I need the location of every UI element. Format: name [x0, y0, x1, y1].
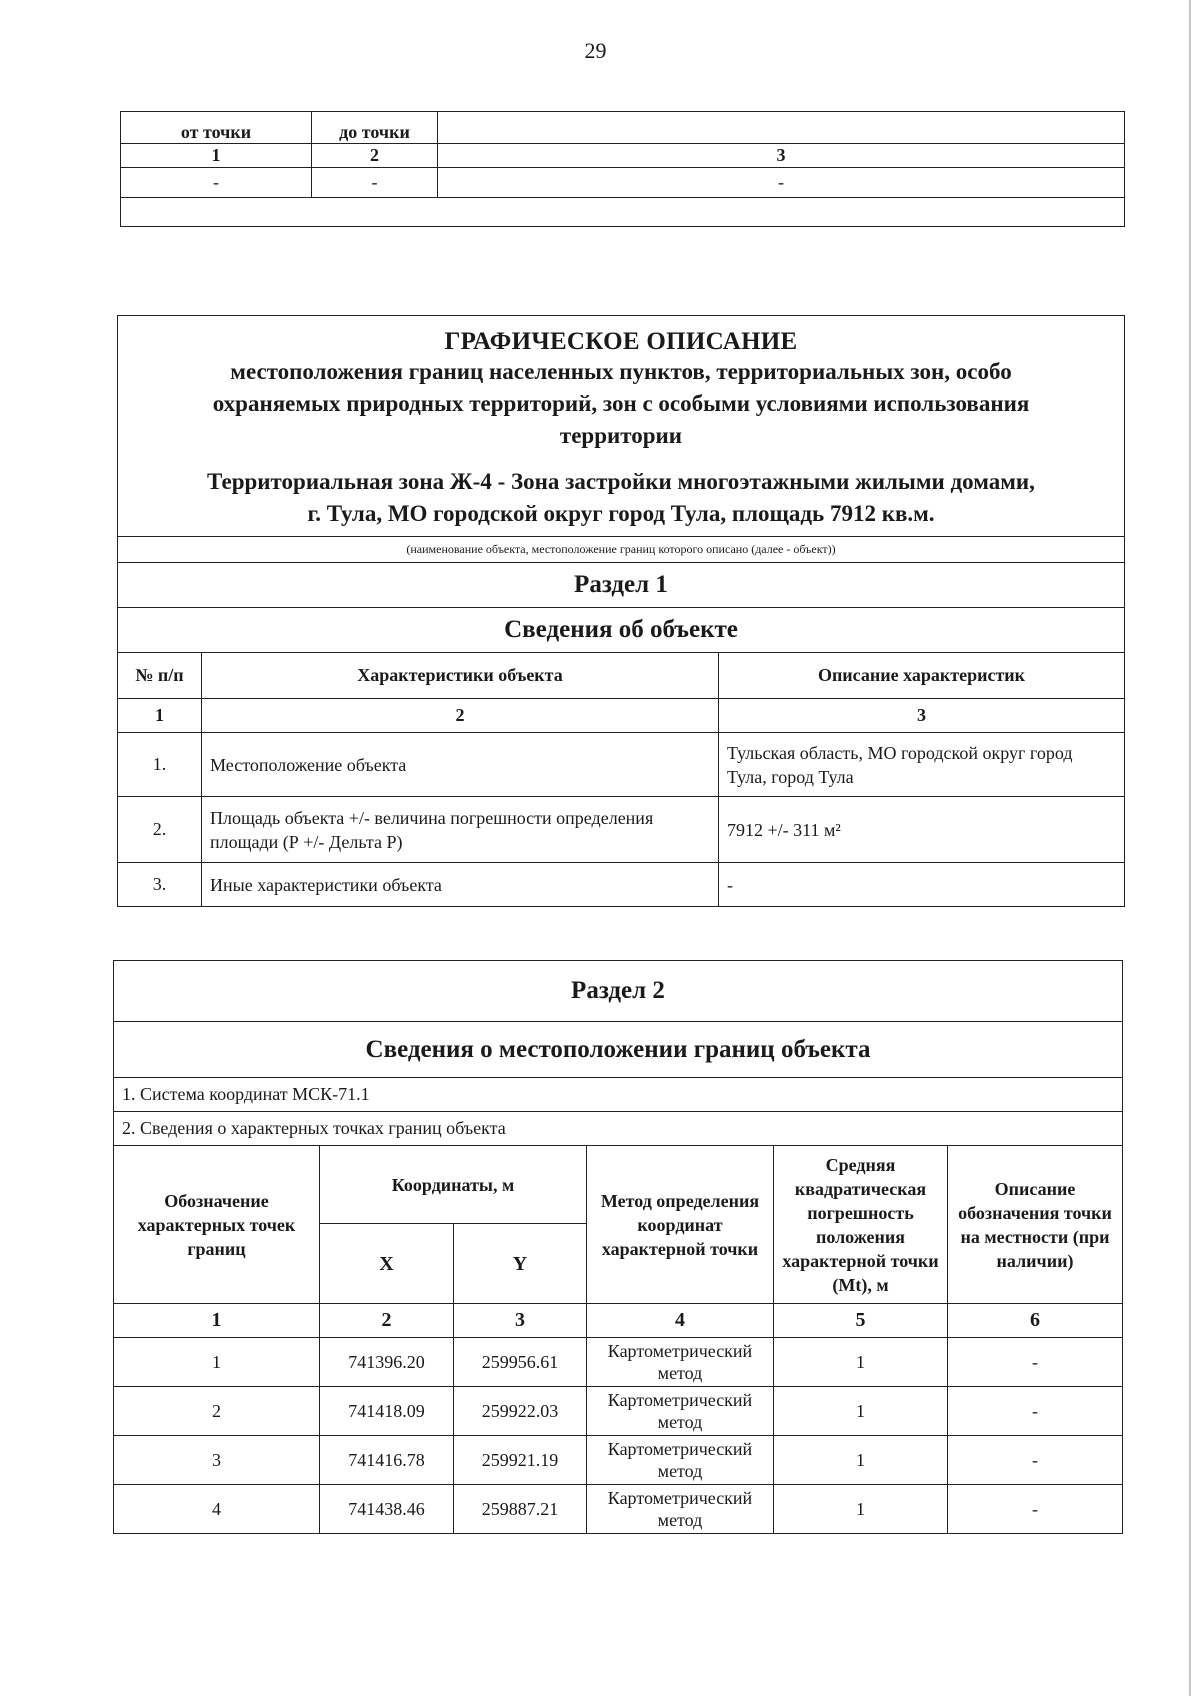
- row-number: 2.: [118, 797, 202, 863]
- point-description: -: [948, 1338, 1123, 1387]
- mt-error: 1: [774, 1485, 948, 1534]
- mt-error: 1: [774, 1387, 948, 1436]
- characteristic: Площадь объекта +/- величина погрешности определения площади (Р +/- Дельта Р): [202, 797, 719, 863]
- col-number: 2: [312, 144, 438, 168]
- coord-y: 259922.03: [454, 1387, 587, 1436]
- point-description: -: [948, 1387, 1123, 1436]
- column-number: 6: [948, 1304, 1123, 1338]
- method: Картометрический метод: [587, 1338, 774, 1387]
- boundary-parts-table: [120, 111, 1125, 227]
- point-description: -: [948, 1485, 1123, 1534]
- graphic-description-table: [117, 315, 1125, 907]
- object-name-line: Территориальная зона Ж-4 - Зона застройки многоэтажными жилыми домами,: [207, 469, 1035, 494]
- column-number: 2: [202, 699, 719, 733]
- header-description: Описание обозначения точки на местности (при наличии): [948, 1146, 1123, 1304]
- coord-x: 741416.78: [320, 1436, 454, 1485]
- method: Картометрический метод: [587, 1485, 774, 1534]
- column-number: 4: [587, 1304, 774, 1338]
- header-method: Метод определения координат характерной точки: [587, 1146, 774, 1304]
- column-number: 2: [320, 1304, 454, 1338]
- column-header: № п/п: [118, 653, 202, 699]
- header-to-point: до точки: [312, 112, 438, 144]
- coord-y: 259956.61: [454, 1338, 587, 1387]
- characteristic: Местоположение объекта: [202, 733, 719, 797]
- point-id: 1: [114, 1338, 320, 1387]
- section-1-subtitle: Сведения об объекте: [118, 608, 1125, 653]
- col-number: 1: [121, 144, 312, 168]
- coord-y: 259921.19: [454, 1436, 587, 1485]
- column-header: Описание характеристик: [719, 653, 1125, 699]
- document-header: [118, 316, 1125, 537]
- column-number: 3: [719, 699, 1125, 733]
- table-cell: -: [121, 168, 312, 198]
- coordinate-system: 1. Система координат МСК-71.1: [114, 1078, 1123, 1112]
- method: Картометрический метод: [587, 1436, 774, 1485]
- column-number: 1: [118, 699, 202, 733]
- coord-y: 259887.21: [454, 1485, 587, 1534]
- row-number: 3.: [118, 863, 202, 907]
- row-number: 1.: [118, 733, 202, 797]
- characteristic-description: -: [719, 863, 1125, 907]
- characteristic-description: Тульская область, МО городской округ город Тула, город Тула: [719, 733, 1125, 797]
- table-cell: -: [312, 168, 438, 198]
- table-row: [118, 863, 1125, 907]
- table-cell: -: [438, 168, 1125, 198]
- table-row: [118, 733, 1125, 797]
- point-id: 3: [114, 1436, 320, 1485]
- column-number: 5: [774, 1304, 948, 1338]
- subtitle-line: охраняемых природных территорий, зон с особыми условиями использования: [212, 391, 1030, 416]
- header-y: Y: [454, 1224, 587, 1304]
- point-id: 4: [114, 1485, 320, 1534]
- header-from-point: от точки: [121, 112, 312, 144]
- col-number: 3: [438, 144, 1125, 168]
- header-designation: Обозначение характерных точек границ: [114, 1146, 320, 1304]
- header-empty: [438, 112, 1125, 144]
- boundary-points-table: [113, 960, 1123, 1534]
- table-row: [118, 797, 1125, 863]
- points-info: 2. Сведения о характерных точках границ объекта: [114, 1112, 1123, 1146]
- empty-row: [121, 198, 1125, 227]
- column-number: 1: [114, 1304, 320, 1338]
- method: Картометрический метод: [587, 1387, 774, 1436]
- table-row: [114, 1485, 1123, 1534]
- mt-error: 1: [774, 1436, 948, 1485]
- characteristic: Иные характеристики объекта: [202, 863, 719, 907]
- section-1-title: Раздел 1: [118, 563, 1125, 608]
- column-header: Характеристики объекта: [202, 653, 719, 699]
- characteristic-description: 7912 +/- 311 м²: [719, 797, 1125, 863]
- coord-x: 741418.09: [320, 1387, 454, 1436]
- page-number: 29: [584, 38, 607, 63]
- table-row: [114, 1436, 1123, 1485]
- subtitle-line: местоположения границ населенных пунктов, территориальных зон, особо: [230, 359, 1012, 384]
- section-2-subtitle: Сведения о местоположении границ объекта: [114, 1022, 1123, 1078]
- point-description: -: [948, 1436, 1123, 1485]
- table-row: [114, 1387, 1123, 1436]
- header-x: X: [320, 1224, 454, 1304]
- header-coordinates: Координаты, м: [320, 1146, 587, 1224]
- mt-error: 1: [774, 1338, 948, 1387]
- coord-x: 741396.20: [320, 1338, 454, 1387]
- point-id: 2: [114, 1387, 320, 1436]
- document-title: ГРАФИЧЕСКОЕ ОПИСАНИЕ: [444, 328, 798, 355]
- section-2-title: Раздел 2: [114, 961, 1123, 1022]
- object-name-line: г. Тула, МО городской округ город Тула, площадь 7912 кв.м.: [307, 501, 935, 526]
- header-error: Средняя квадратическая погрешность положения характерной точки (Mt), м: [774, 1146, 948, 1304]
- object-caption: (наименование объекта, местоположение границ которого описано (далее - объект)): [118, 537, 1125, 563]
- table-row: [114, 1338, 1123, 1387]
- subtitle-line: территории: [559, 423, 683, 448]
- coord-x: 741438.46: [320, 1485, 454, 1534]
- column-number: 3: [454, 1304, 587, 1338]
